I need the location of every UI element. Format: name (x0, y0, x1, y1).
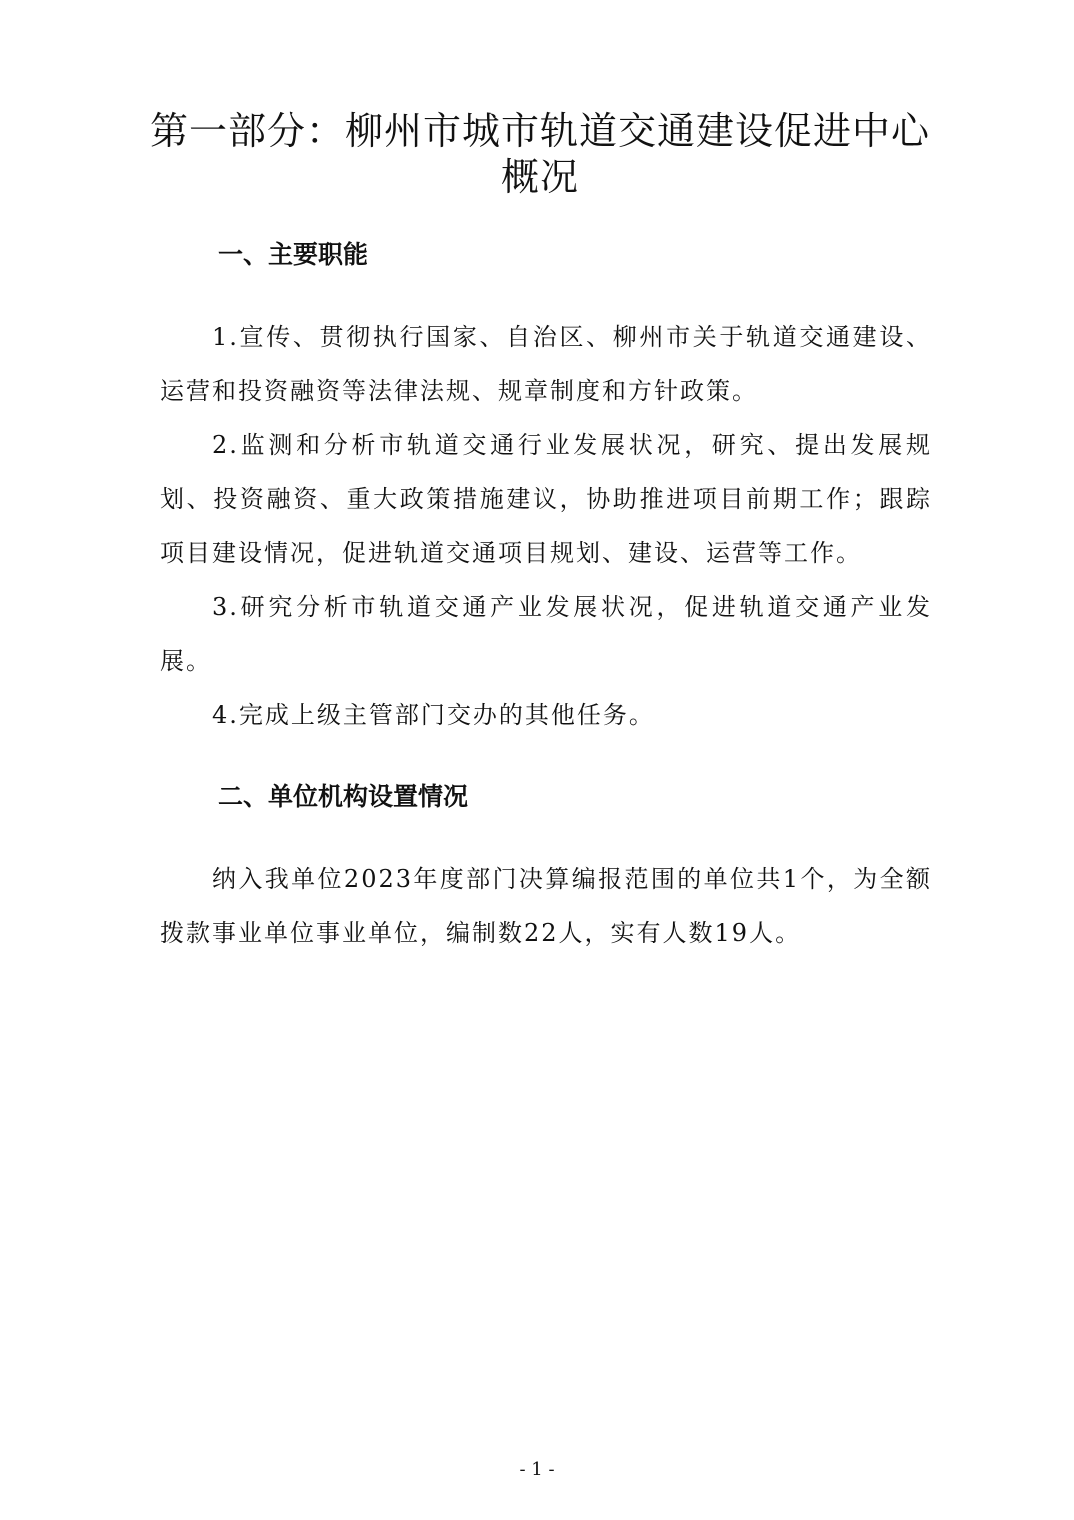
paragraph-function-4: 4.完成上级主管部门交办的其他任务。 (212, 701, 655, 729)
document-title: 第一部分：柳州市城市轨道交通建设促进中心概况 (150, 109, 931, 199)
section-heading-main-functions: 一、主要职能 (218, 240, 369, 269)
paragraph-function-2: 2.监测和分析市轨道交通行业发展状况，研究、提出发展规划、投资融资、重大政策措施建议，协助推进项目前期工作；跟踪项目建设情况，促进轨道交通项目规划、建设、运营等工作。 (160, 431, 932, 567)
page-number: - 1 - (519, 1459, 555, 1480)
paragraph-function-1: 1.宣传、贯彻执行国家、自治区、柳州市关于轨道交通建设、运营和投资融资等法律法规、规章制度和方针政策。 (160, 323, 932, 405)
paragraph-function-3: 3.研究分析市轨道交通产业发展状况，促进轨道交通产业发展。 (160, 593, 932, 675)
paragraph-organization: 纳入我单位2023年度部门决算编报范围的单位共1个，为全额拨款事业单位事业单位，编制数22人，实有人数19人。 (160, 865, 932, 947)
section-heading-organization: 二、单位机构设置情况 (218, 782, 469, 811)
